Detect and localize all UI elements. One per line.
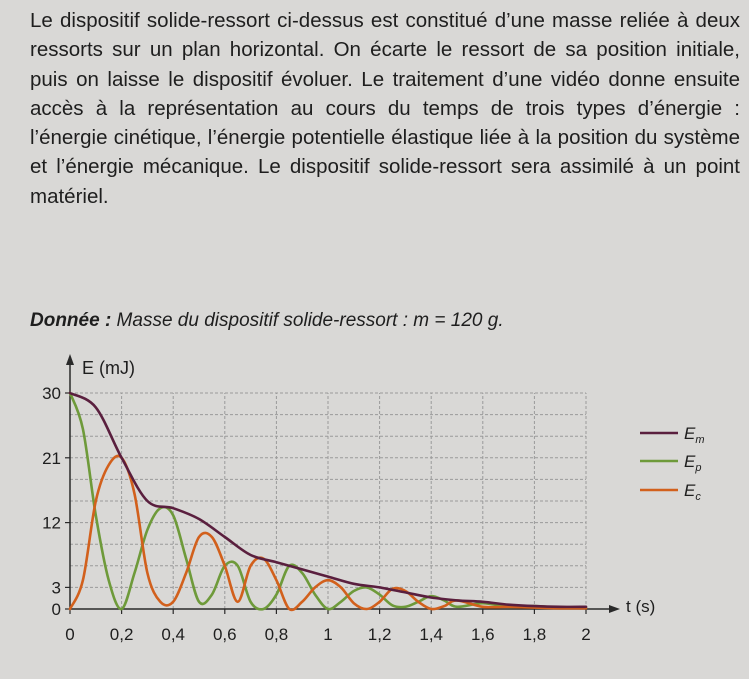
y-axis-arrow bbox=[66, 354, 74, 365]
x-tick-label: 0 bbox=[65, 625, 75, 644]
y-axis-label: E (mJ) bbox=[82, 358, 135, 378]
legend-label-ep: $E_p$ bbox=[684, 452, 702, 474]
x-tick-label: 0,4 bbox=[161, 625, 186, 644]
x-tick-label: 2 bbox=[581, 625, 591, 644]
data-label: Donnée : bbox=[30, 310, 112, 331]
x-tick-label: 1 bbox=[323, 625, 333, 644]
x-axis-arrow bbox=[609, 605, 620, 613]
x-axis-label: t (s) bbox=[626, 597, 656, 616]
x-tick-label: 0,2 bbox=[109, 625, 134, 644]
legend-label-em: $E_m$ bbox=[684, 424, 705, 446]
y-tick-label: 0 bbox=[51, 600, 61, 619]
y-tick-label: 12 bbox=[42, 513, 61, 533]
data-text: Masse du dispositif solide-ressort : m = 120 g. bbox=[111, 310, 504, 331]
statement-paragraph: Le dispositif solide-ressort ci-dessus est constitué d’une masse reliée à deux ressorts sur un plan horizontal. On écarte le ressort de sa position initiale, puis on laisse le dispositif évoluer. Le traitement d’une vidéo donne ensuite accès à la représentation au cours du temps de trois types d’énergie : l’énergie cinétique, l’énergie potentielle élastique liée à la position du système et l’énergie mécanique. Le dispositif solide-ressort sera assimilé à un point matériel. bbox=[30, 9, 740, 208]
x-tick-label: 1,8 bbox=[522, 625, 547, 644]
legend-label-ec: $E_c$ bbox=[684, 481, 701, 503]
x-tick-label: 1,6 bbox=[470, 625, 495, 644]
y-tick-label: 3 bbox=[51, 578, 61, 598]
x-tick-label: 1,2 bbox=[367, 625, 392, 644]
x-tick-label: 0,8 bbox=[264, 625, 289, 644]
y-tick-label: 21 bbox=[42, 448, 61, 468]
x-tick-label: 0,6 bbox=[212, 625, 237, 644]
x-tick-label: 1,4 bbox=[419, 625, 444, 644]
y-tick-label: 30 bbox=[42, 384, 61, 403]
